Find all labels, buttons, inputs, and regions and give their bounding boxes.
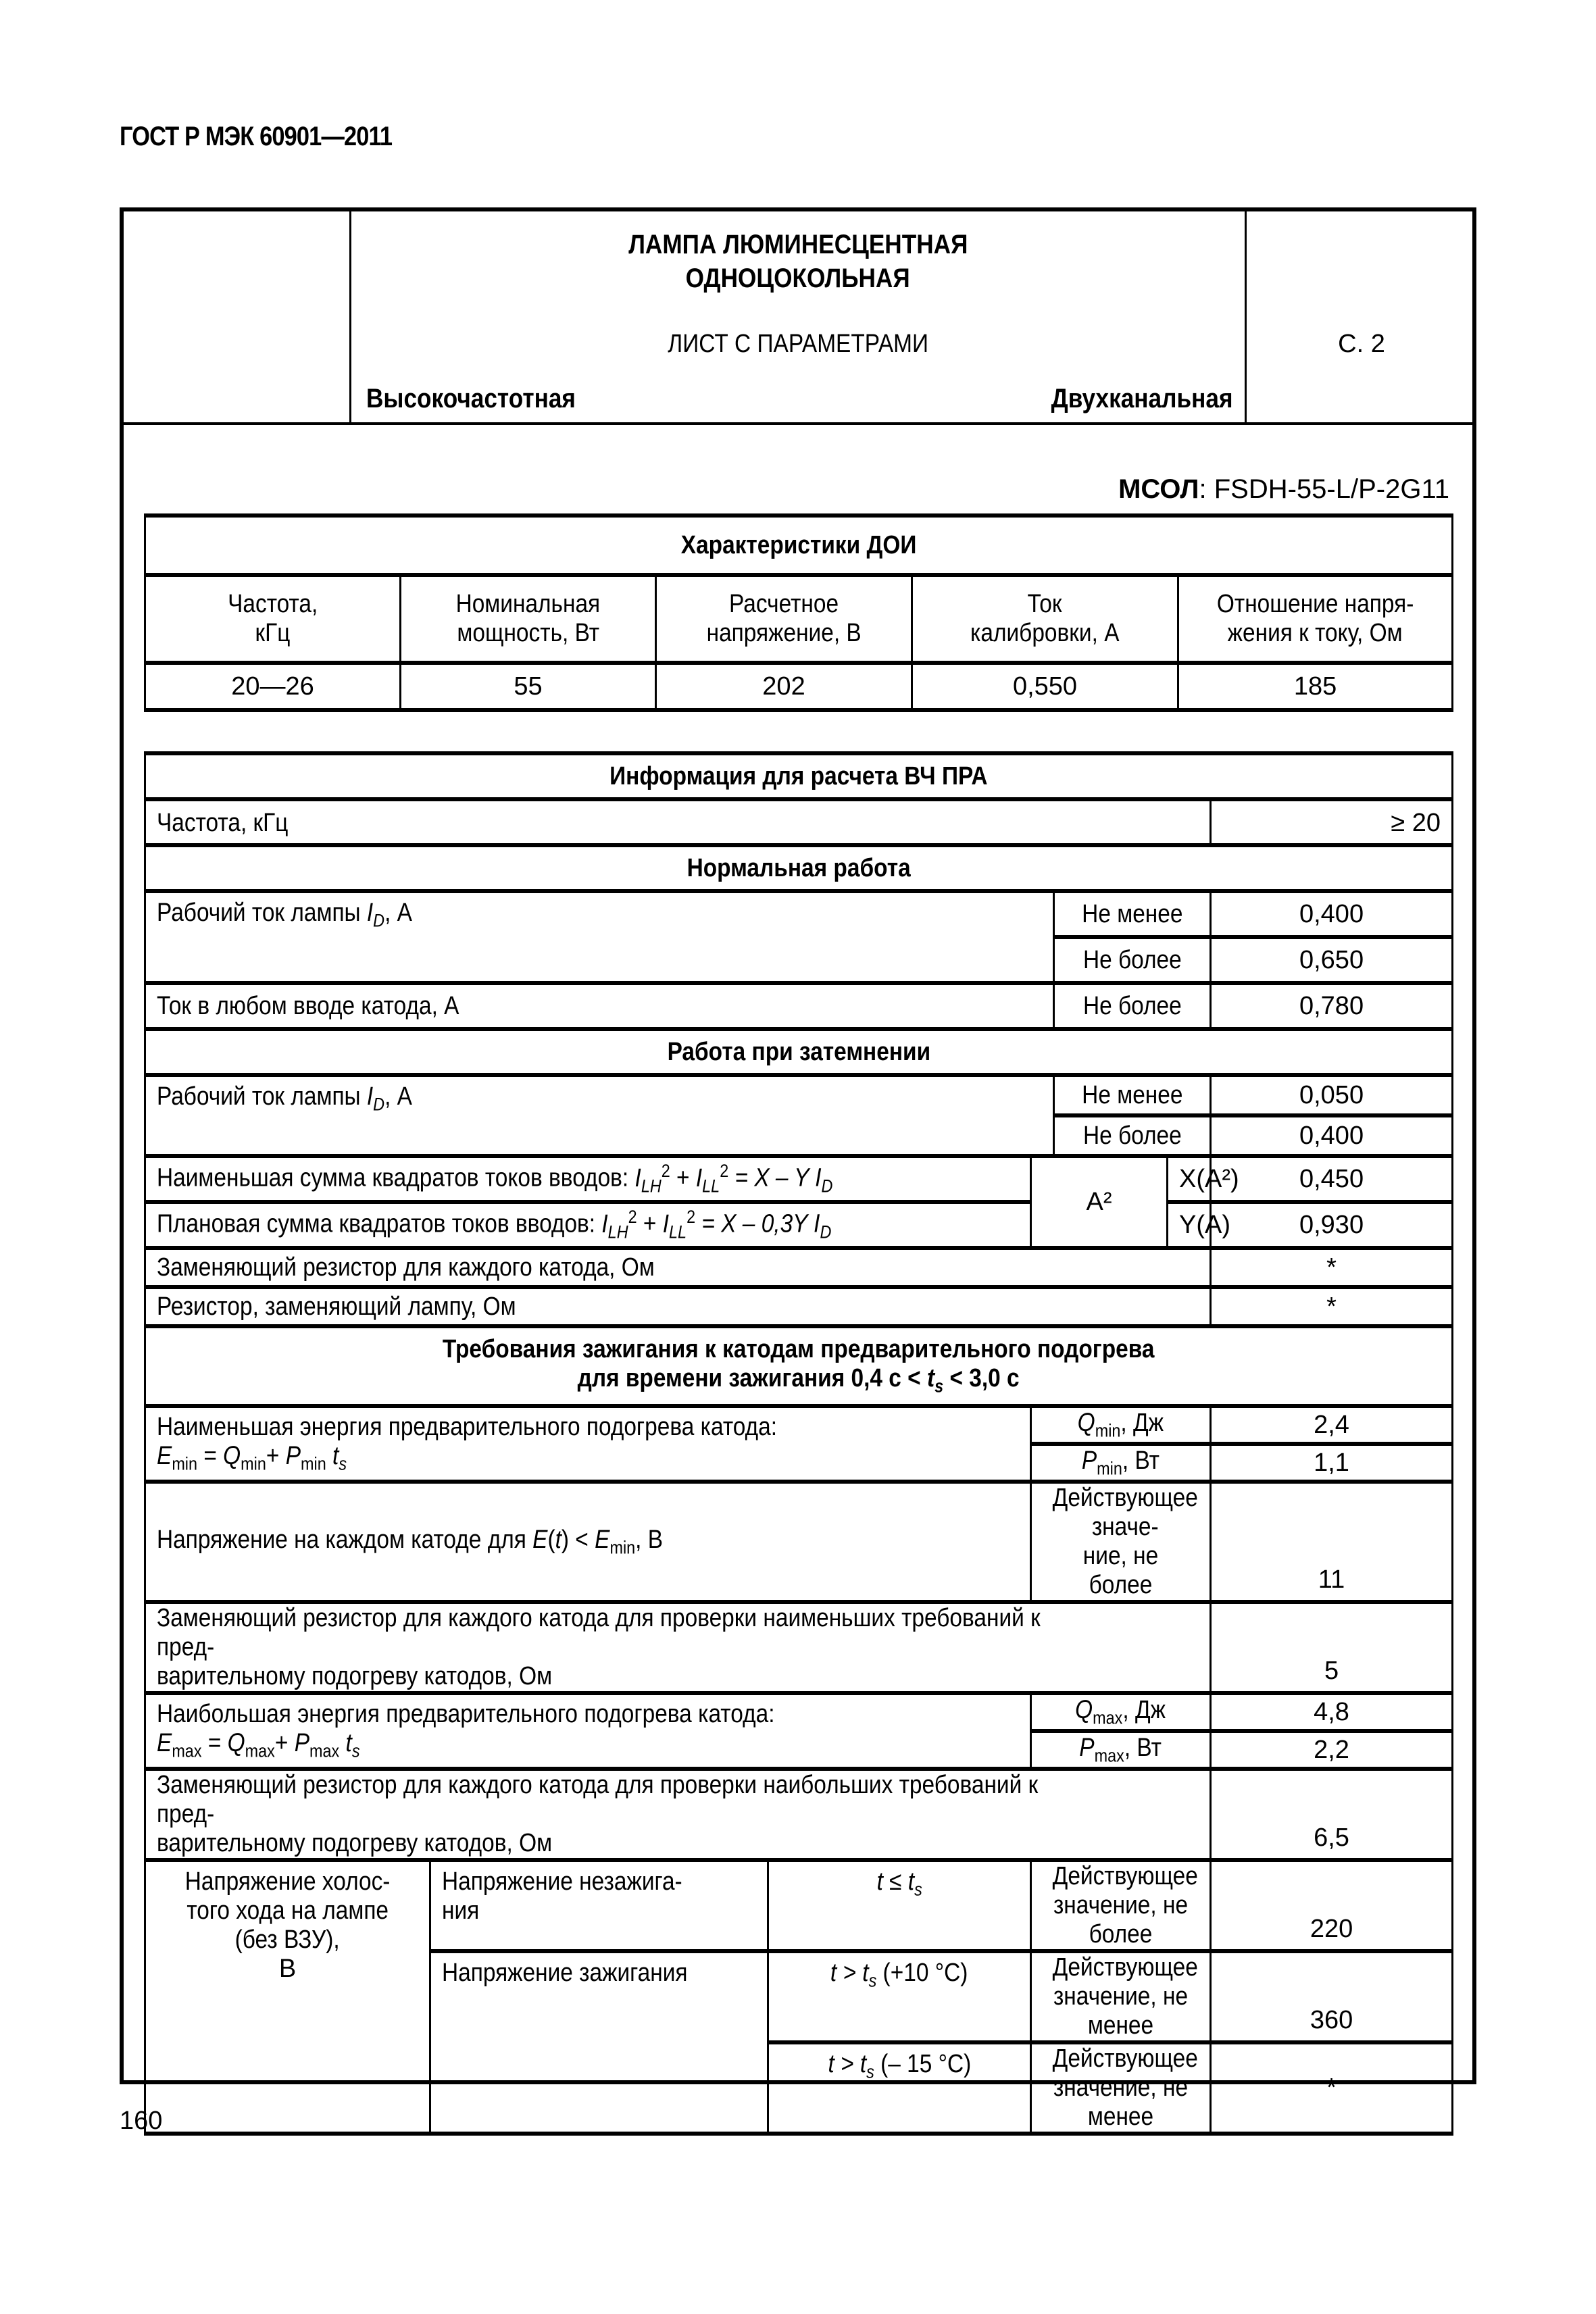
non-ignition-qualifier: Действующее значение, не более <box>1031 1860 1211 1951</box>
normal-operation-title: Нормальная работа <box>145 845 1453 891</box>
dimming-title: Работа при затемнении <box>145 1029 1453 1075</box>
min-test-resistor-value: 5 <box>1211 1602 1453 1693</box>
doi-col-current: Ток калибровки, А <box>912 575 1178 663</box>
hf-frequency-value: ≥ 20 <box>1211 799 1453 845</box>
cathode-resistor-value: * <box>1211 1248 1453 1287</box>
non-ignition-voltage-label: Напряжение незажига- ния <box>430 1860 768 1951</box>
param-x-value: 0,450 <box>1211 1156 1453 1202</box>
ignition-qualifier-minus15: Действующее значение, не менее <box>1031 2042 1211 2134</box>
doi-value-frequency: 20—26 <box>145 663 401 710</box>
lamp-resistor-value: * <box>1211 1287 1453 1326</box>
cathode-voltage-label: Напряжение на каждом катоде для $E(t) < E_{min}$, В <box>145 1482 1031 1602</box>
doi-value-current: 0,550 <box>912 663 1178 710</box>
doi-value-voltage: 202 <box>656 663 912 710</box>
q-min-value: 2,4 <box>1211 1406 1453 1444</box>
document-code: ГОСТ Р МЭК 60901—2011 <box>120 122 393 151</box>
ignition-condition-plus10: $t > t_s$ (+10 °C) <box>768 1951 1031 2042</box>
lamp-resistor-label: Резистор, заменяющий лампу, Ом <box>145 1287 1211 1326</box>
doi-table-title: Характеристики ДОИ <box>145 515 1453 575</box>
plan-current-sum-label: Плановая сумма квадратов токов вводов: $I_{LH}^2 + I_{LL}^2 = X - 0,3Y$ $I_D$ <box>145 1202 1031 1248</box>
lamp-designation: МСОЛ: FSDH-55-L/P-2G11 <box>1118 474 1449 504</box>
cathode-current-label: Ток в любом вводе катода, А <box>145 983 1054 1029</box>
min-preheat-energy-label: Наименьшая энергия предварительного подогрева катода: $E_{min} = Q_{min}+ P_{min}$ $t_s$ <box>145 1406 1031 1482</box>
ignition-condition-minus15: $t > t_s$ (– 15 °C) <box>768 2042 1031 2134</box>
header-left-label: Высокочастотная <box>366 384 576 413</box>
doi-col-frequency: Частота, кГц <box>145 575 401 663</box>
header-title-line2: ОДНОЦОКОЛЬНАЯ <box>685 263 911 293</box>
ignition-voltage-label: Напряжение зажигания <box>430 1951 768 2134</box>
q-min-label: $Q_{min}$, Дж <box>1031 1406 1211 1444</box>
non-ignition-value: 220 <box>1211 1860 1453 1951</box>
min-test-resistor-label: Заменяющий резистор для каждого катода для проверки наименьших требований к пред- варительному подогреву катодов, Ом <box>145 1602 1211 1693</box>
param-y-label: Y(A) <box>1168 1202 1211 1248</box>
ignition-value-plus10: 360 <box>1211 1951 1453 2042</box>
cathode-current-max-value: 0,780 <box>1211 983 1453 1029</box>
header-right-label: Двухканальная <box>1051 384 1232 413</box>
cathode-voltage-qualifier: Действующее значе- ние, не более <box>1031 1482 1211 1602</box>
cathode-resistor-label: Заменяющий резистор для каждого катода, Ом <box>145 1248 1211 1287</box>
non-ignition-condition: $t \le t_s$ <box>768 1860 1031 1951</box>
doi-col-ratio: Отношение напря- жения к току, Ом <box>1178 575 1453 663</box>
hf-frequency-label: Частота, кГц <box>145 799 1211 845</box>
doi-characteristics-table <box>144 513 1453 712</box>
normal-lamp-current-min-value: 0,400 <box>1211 891 1453 937</box>
max-test-resistor-label: Заменяющий резистор для каждого катода для проверки наибольших требований к пред- варительному подогреву катодов, Ом <box>145 1769 1211 1860</box>
open-circuit-voltage-label: Напряжение холос- того хода на лампе (без ВЗУ), В <box>145 1860 430 2134</box>
p-min-value: 1,1 <box>1211 1444 1453 1482</box>
normal-lamp-current-min-label: Не менее <box>1054 891 1211 937</box>
ignition-title: Требования зажигания к катодам предварительного подогрева для времени зажигания 0,4 $с < t_s < 3,0$ с <box>145 1326 1453 1406</box>
param-y-value: 0,930 <box>1211 1202 1453 1248</box>
doi-col-power: Номинальная мощность, Вт <box>401 575 656 663</box>
p-max-label: $P_{max}$, Вт <box>1031 1731 1211 1769</box>
normal-lamp-current-label: Рабочий ток лампы $I_D$, А <box>145 891 1054 983</box>
p-min-label: $P_{min}$, Вт <box>1031 1444 1211 1482</box>
page-number: 160 <box>120 2107 163 2135</box>
max-preheat-energy-label: Наибольшая энергия предварительного подогрева катода: $E_{max} = Q_{max}+ P_{max}$ $t_s$ <box>145 1693 1031 1769</box>
doi-value-power: 55 <box>401 663 656 710</box>
header-title-line1: ЛАМПА ЛЮМИНЕСЦЕНТНАЯ <box>628 230 968 259</box>
header-subtitle: ЛИСТ С ПАРАМЕТРАМИ <box>668 330 928 358</box>
ignition-qualifier-plus10: Действующее значение, не менее <box>1031 1951 1211 2042</box>
dim-lamp-current-max-value: 0,400 <box>1211 1115 1453 1156</box>
hf-table-title: Информация для расчета ВЧ ПРА <box>145 753 1453 799</box>
sheet-number: С. 2 <box>1338 330 1385 358</box>
header-right-divider <box>1245 207 1247 424</box>
param-x-label: X(A²) <box>1168 1156 1211 1202</box>
dim-lamp-current-min-label: Не менее <box>1054 1075 1211 1115</box>
header-divider <box>120 422 1476 425</box>
dim-lamp-current-label: Рабочий ток лампы $I_D$, А <box>145 1075 1054 1156</box>
min-current-sum-label: Наименьшая сумма квадратов токов вводов: $I_{LH}^2 + I_{LL}^2 = X - Y$ $I_D$ <box>145 1156 1031 1202</box>
cathode-current-max-label: Не более <box>1054 983 1211 1029</box>
p-max-value: 2,2 <box>1211 1731 1453 1769</box>
current-sum-unit: A² <box>1031 1156 1168 1248</box>
normal-lamp-current-max-value: 0,650 <box>1211 937 1453 983</box>
doi-col-voltage: Расчетное напряжение, В <box>656 575 912 663</box>
dim-lamp-current-min-value: 0,050 <box>1211 1075 1453 1115</box>
max-test-resistor-value: 6,5 <box>1211 1769 1453 1860</box>
dim-lamp-current-max-label: Не более <box>1054 1115 1211 1156</box>
normal-lamp-current-max-label: Не более <box>1054 937 1211 983</box>
ignition-value-minus15: * <box>1211 2042 1453 2134</box>
doi-value-ratio: 185 <box>1178 663 1453 710</box>
cathode-voltage-value: 11 <box>1211 1482 1453 1602</box>
q-max-value: 4,8 <box>1211 1693 1453 1731</box>
hf-ballast-info-table <box>144 751 1453 2136</box>
q-max-label: $Q_{max}$, Дж <box>1031 1693 1211 1731</box>
